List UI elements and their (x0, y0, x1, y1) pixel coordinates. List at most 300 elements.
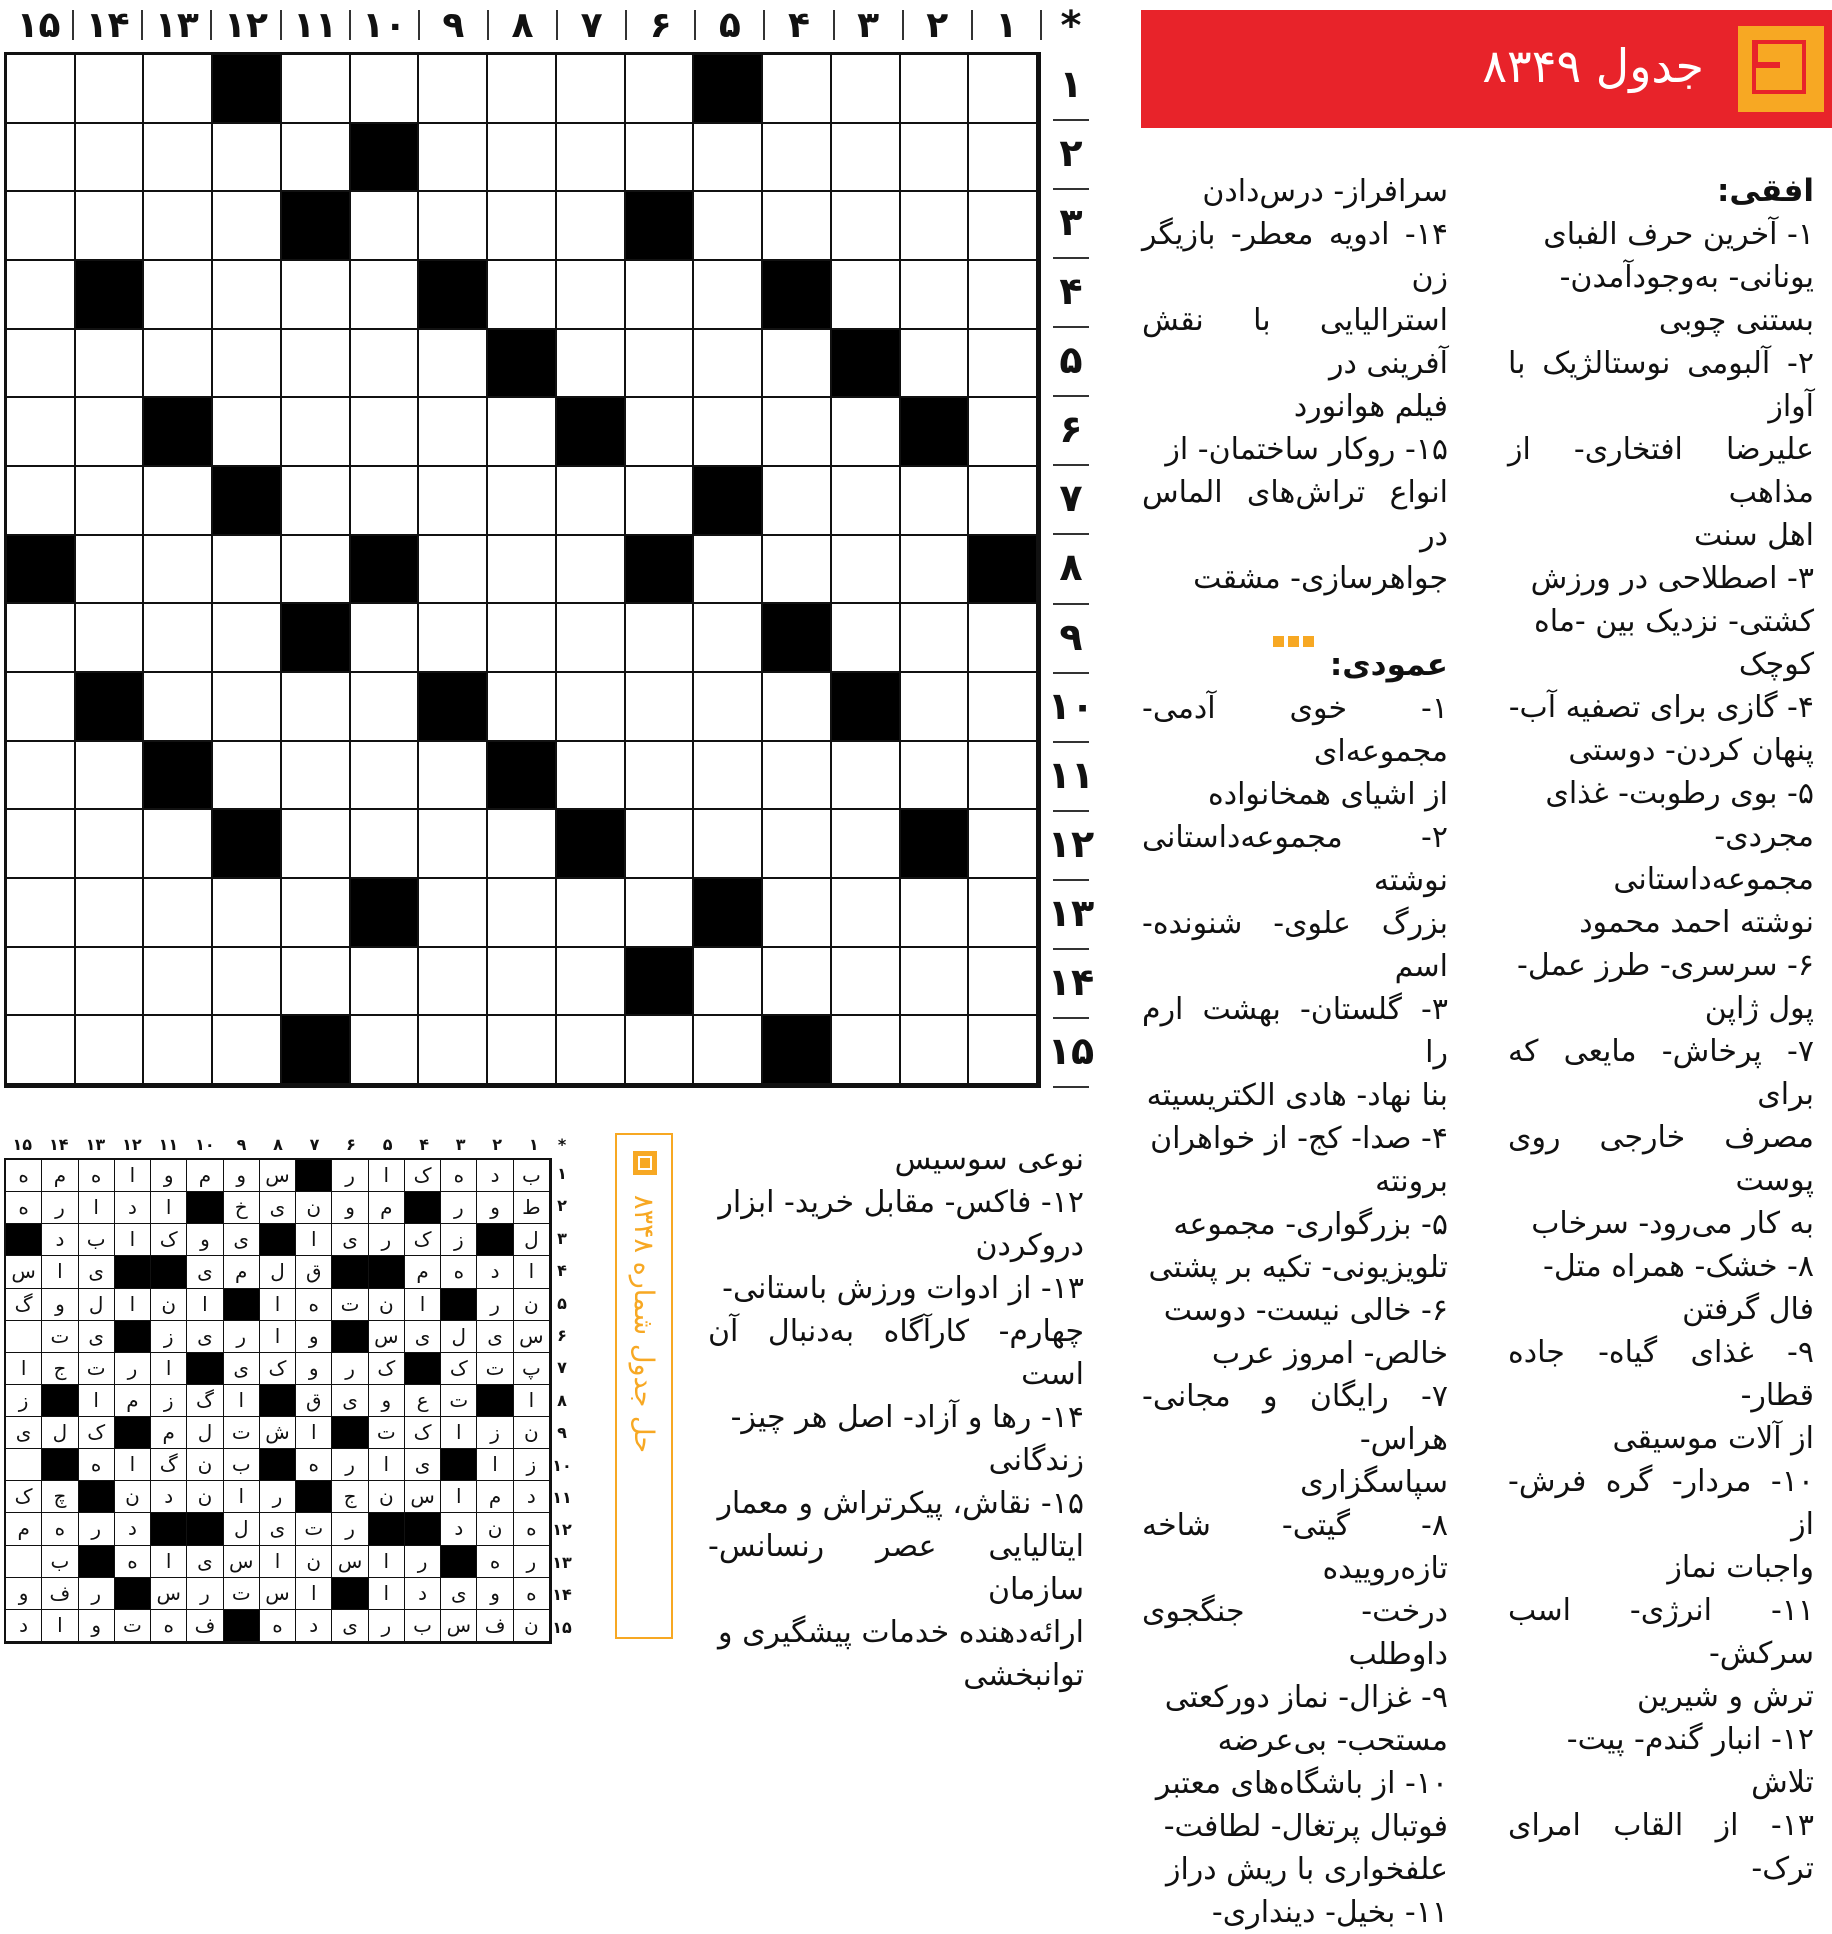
clue-line: ۱۵- روکار ساختمان- از (1165, 432, 1448, 467)
solution-cell: ب (405, 1610, 441, 1642)
grid-cell[interactable] (694, 604, 763, 673)
grid-cell[interactable] (419, 467, 488, 536)
grid-cell[interactable] (832, 261, 901, 330)
grid-cell[interactable] (282, 467, 351, 536)
solution-cell: ر (42, 1192, 78, 1224)
solution-cell: ت (79, 1353, 115, 1385)
solution-cell: ا (115, 1160, 151, 1192)
solution-black-cell (115, 1578, 151, 1610)
grid-cell[interactable] (76, 879, 145, 948)
grid-cell[interactable] (763, 948, 832, 1017)
grid-cell[interactable] (626, 55, 695, 124)
row-number: ۱۱ (1047, 752, 1095, 797)
grid-cell[interactable] (7, 398, 76, 467)
solution-cell: و (151, 1160, 187, 1192)
grid-cell[interactable] (282, 948, 351, 1017)
grid-cell[interactable] (7, 124, 76, 193)
grid-cell[interactable] (969, 810, 1038, 879)
grid-cell[interactable] (763, 536, 832, 605)
grid-cell[interactable] (351, 948, 420, 1017)
grid-cell[interactable] (282, 536, 351, 605)
solution-cell: ب (79, 1224, 115, 1256)
grid-cell[interactable] (144, 261, 213, 330)
column-number: ۱۳ (154, 5, 199, 46)
grid-cell[interactable] (969, 55, 1038, 124)
grid-cell[interactable] (488, 879, 557, 948)
grid-cell[interactable] (76, 1016, 145, 1085)
solution-black-cell (79, 1546, 115, 1578)
grid-cell[interactable] (832, 1016, 901, 1085)
solution-black-cell (296, 1160, 332, 1192)
solution-cell: ر (115, 1353, 151, 1385)
solution-cell: س (151, 1578, 187, 1610)
grid-cell[interactable] (488, 467, 557, 536)
black-cell (832, 673, 901, 742)
grid-cell[interactable] (76, 467, 145, 536)
grid-cell[interactable] (969, 261, 1038, 330)
clue-line: ارائه‌دهنده خدمات پیشگیری و (718, 1615, 1084, 1650)
grid-cell[interactable] (969, 467, 1038, 536)
grid-cell[interactable] (144, 604, 213, 673)
grid-cell[interactable] (969, 604, 1038, 673)
solution-cell: ه (441, 1160, 477, 1192)
grid-cell[interactable] (557, 948, 626, 1017)
grid-cell[interactable] (694, 330, 763, 399)
solution-cell: ه (42, 1513, 78, 1545)
grid-cell[interactable] (282, 673, 351, 742)
grid-cell[interactable] (419, 124, 488, 193)
grid-cell[interactable] (626, 604, 695, 673)
clue-line: نوعی سوسیس (894, 1142, 1084, 1177)
clue-line: زندگانی (988, 1443, 1084, 1478)
solution-cell: ک (369, 1353, 405, 1385)
grid-cell[interactable] (488, 124, 557, 193)
grid-cell[interactable] (351, 1016, 420, 1085)
row-separator (1053, 464, 1089, 466)
solution-cell: م (224, 1256, 260, 1288)
solution-cell: ی (187, 1256, 223, 1288)
grid-cell[interactable] (488, 604, 557, 673)
grid-cell[interactable] (213, 948, 282, 1017)
grid-cell[interactable] (626, 398, 695, 467)
grid-cell[interactable] (213, 1016, 282, 1085)
solution-cell: و (6, 1578, 42, 1610)
clue-line: ترش و شیرین (1636, 1679, 1814, 1714)
solution-cell: ی (260, 1513, 296, 1545)
grid-cell[interactable] (76, 742, 145, 811)
black-cell (626, 948, 695, 1017)
grid-cell[interactable] (419, 398, 488, 467)
solution-cell: ط (514, 1192, 550, 1224)
solution-row-number: ۱۰ (552, 1455, 572, 1475)
grid-cell[interactable] (694, 398, 763, 467)
grid-cell[interactable] (213, 536, 282, 605)
grid-cell[interactable] (557, 55, 626, 124)
grid-cell[interactable] (969, 398, 1038, 467)
solution-cell: ر (332, 1513, 368, 1545)
solution-cell: د (441, 1513, 477, 1545)
grid-cell[interactable] (557, 1016, 626, 1085)
solution-cell: ن (151, 1289, 187, 1321)
crossword-grid[interactable] (4, 52, 1041, 1088)
grid-cell[interactable] (694, 536, 763, 605)
grid-cell[interactable] (488, 810, 557, 879)
grid-cell[interactable] (351, 261, 420, 330)
grid-cell[interactable] (557, 742, 626, 811)
grid-cell[interactable] (832, 192, 901, 261)
grid-cell[interactable] (76, 948, 145, 1017)
solution-cell: ی (405, 1449, 441, 1481)
grid-cell[interactable] (213, 330, 282, 399)
row-number: ۱۲ (1047, 821, 1095, 866)
grid-cell[interactable] (351, 604, 420, 673)
grid-cell[interactable] (282, 398, 351, 467)
logo-small-icon (633, 1151, 657, 1175)
corner-mark: * (1060, 3, 1082, 49)
solution-cell: ا (115, 1289, 151, 1321)
solution-cell: س (6, 1256, 42, 1288)
grid-cell[interactable] (763, 398, 832, 467)
grid-cell[interactable] (969, 124, 1038, 193)
solution-cell: ه (296, 1449, 332, 1481)
column-number: ۱۱ (293, 5, 338, 46)
solution-cell: ر (405, 1546, 441, 1578)
grid-cell[interactable] (419, 536, 488, 605)
solution-black-cell (332, 1417, 368, 1449)
grid-cell[interactable] (832, 604, 901, 673)
grid-cell[interactable] (557, 536, 626, 605)
grid-cell[interactable] (626, 124, 695, 193)
grid-cell[interactable] (763, 673, 832, 742)
grid-cell[interactable] (419, 742, 488, 811)
grid-cell[interactable] (7, 1016, 76, 1085)
grid-cell[interactable] (832, 742, 901, 811)
grid-cell[interactable] (969, 673, 1038, 742)
solution-cell: د (115, 1192, 151, 1224)
grid-cell[interactable] (419, 55, 488, 124)
grid-cell[interactable] (76, 55, 145, 124)
solution-cell: ه (514, 1513, 550, 1545)
grid-cell[interactable] (144, 536, 213, 605)
grid-cell[interactable] (351, 398, 420, 467)
grid-cell[interactable] (488, 1016, 557, 1085)
grid-cell[interactable] (144, 1016, 213, 1085)
grid-cell[interactable] (282, 330, 351, 399)
grid-cell[interactable] (694, 742, 763, 811)
grid-cell[interactable] (144, 55, 213, 124)
grid-cell[interactable] (144, 810, 213, 879)
column-number: ۶ (649, 5, 672, 46)
grid-cell[interactable] (901, 330, 970, 399)
clue-line: ۶- خالی نیست- دوست (1163, 1293, 1448, 1328)
grid-cell[interactable] (832, 467, 901, 536)
solution-cell: و (332, 1192, 368, 1224)
solution-black-cell (224, 1289, 260, 1321)
grid-cell[interactable] (282, 124, 351, 193)
grid-cell[interactable] (144, 330, 213, 399)
black-cell (832, 330, 901, 399)
grid-cell[interactable] (626, 810, 695, 879)
solution-black-cell (332, 1321, 368, 1353)
black-cell (626, 536, 695, 605)
clue-line: کوچک (1738, 647, 1814, 682)
grid-cell[interactable] (901, 1016, 970, 1085)
grid-cell[interactable] (626, 1016, 695, 1085)
grid-cell[interactable] (626, 261, 695, 330)
row-separator (1053, 188, 1089, 190)
grid-cell[interactable] (213, 124, 282, 193)
grid-cell[interactable] (213, 192, 282, 261)
grid-cell[interactable] (694, 1016, 763, 1085)
clue-line: اهل سنت (1693, 518, 1814, 553)
grid-cell[interactable] (832, 879, 901, 948)
solution-column-number: ۱۵ (12, 1135, 33, 1154)
grid-cell[interactable] (969, 1016, 1038, 1085)
solution-column-number: ۴ (419, 1135, 429, 1154)
solution-cell: و (296, 1321, 332, 1353)
grid-cell[interactable] (282, 810, 351, 879)
grid-cell[interactable] (626, 879, 695, 948)
solution-cell: ل (514, 1224, 550, 1256)
grid-cell[interactable] (763, 467, 832, 536)
clue-line: پنهان کردن- دوستی (1568, 733, 1814, 768)
solution-cell: ا (115, 1449, 151, 1481)
grid-cell[interactable] (763, 810, 832, 879)
solution-cell: ن (477, 1513, 513, 1545)
grid-cell[interactable] (7, 810, 76, 879)
grid-cell[interactable] (7, 261, 76, 330)
clues-column-1 (1508, 170, 1814, 1890)
grid-cell[interactable] (901, 55, 970, 124)
grid-cell[interactable] (626, 742, 695, 811)
grid-cell[interactable] (557, 192, 626, 261)
solution-cell: ر (332, 1449, 368, 1481)
grid-cell[interactable] (7, 330, 76, 399)
grid-cell[interactable] (76, 398, 145, 467)
grid-cell[interactable] (969, 192, 1038, 261)
grid-cell[interactable] (694, 124, 763, 193)
grid-cell[interactable] (763, 192, 832, 261)
grid-cell[interactable] (694, 948, 763, 1017)
solution-cell: ف (42, 1578, 78, 1610)
grid-cell[interactable] (832, 948, 901, 1017)
black-cell (351, 124, 420, 193)
grid-cell[interactable] (213, 604, 282, 673)
grid-cell[interactable] (213, 261, 282, 330)
grid-cell[interactable] (419, 879, 488, 948)
grid-cell[interactable] (626, 467, 695, 536)
solution-column-number: ۹ (236, 1135, 247, 1154)
grid-cell[interactable] (763, 55, 832, 124)
grid-cell[interactable] (7, 192, 76, 261)
grid-cell[interactable] (832, 810, 901, 879)
solution-cell: ت (369, 1417, 405, 1449)
solution-cell: ی (477, 1321, 513, 1353)
grid-cell[interactable] (901, 673, 970, 742)
grid-cell[interactable] (76, 604, 145, 673)
grid-cell[interactable] (419, 1016, 488, 1085)
solution-black-cell (477, 1385, 513, 1417)
grid-cell[interactable] (694, 673, 763, 742)
grid-cell[interactable] (7, 879, 76, 948)
column-number: ۵ (718, 5, 741, 46)
grid-cell[interactable] (488, 948, 557, 1017)
solution-cell: و (224, 1160, 260, 1192)
grid-cell[interactable] (282, 879, 351, 948)
grid-cell[interactable] (351, 192, 420, 261)
grid-cell[interactable] (626, 330, 695, 399)
clue-line: استرالیایی با نقش آفرینی در (1142, 303, 1448, 381)
clue-line: نوشته احمد محمود (1579, 905, 1814, 940)
grid-cell[interactable] (901, 879, 970, 948)
clue-line: مصرف خارجی روی پوست (1508, 1120, 1814, 1198)
solution-cell: د (405, 1578, 441, 1610)
solution-cell: ت (42, 1321, 78, 1353)
black-cell (213, 55, 282, 124)
grid-cell[interactable] (282, 742, 351, 811)
solution-cell: ه (6, 1192, 42, 1224)
grid-cell[interactable] (557, 604, 626, 673)
grid-cell[interactable] (901, 948, 970, 1017)
grid-cell[interactable] (7, 55, 76, 124)
grid-cell[interactable] (901, 261, 970, 330)
grid-cell[interactable] (763, 124, 832, 193)
grid-cell[interactable] (969, 330, 1038, 399)
grid-cell[interactable] (144, 124, 213, 193)
grid-cell[interactable] (832, 55, 901, 124)
grid-cell[interactable] (557, 879, 626, 948)
grid-cell[interactable] (7, 467, 76, 536)
solution-cell: ا (260, 1546, 296, 1578)
grid-cell[interactable] (7, 604, 76, 673)
solution-black-cell (6, 1224, 42, 1256)
grid-cell[interactable] (488, 261, 557, 330)
solution-cell: م (42, 1160, 78, 1192)
grid-cell[interactable] (557, 330, 626, 399)
clue-line: درخت- جنگجوی داوطلب (1142, 1594, 1448, 1672)
grid-cell[interactable] (901, 536, 970, 605)
grid-cell[interactable] (351, 330, 420, 399)
solution-label-box (615, 1133, 673, 1639)
solution-row-number: ۱۱ (552, 1488, 572, 1507)
solution-cell: ا (260, 1289, 296, 1321)
grid-cell[interactable] (76, 330, 145, 399)
column-separator (1040, 10, 1042, 40)
solution-cell: ق (296, 1256, 332, 1288)
solution-column-number: ۱۲ (122, 1135, 142, 1154)
row-separator (1053, 395, 1089, 397)
grid-cell[interactable] (213, 742, 282, 811)
clue-line: پول ژاپن (1704, 991, 1814, 1026)
clue-line: ۴- صدا- کج- از خواهران (1150, 1121, 1448, 1156)
grid-cell[interactable] (557, 467, 626, 536)
row-number: ۲ (1059, 131, 1083, 176)
grid-cell[interactable] (213, 398, 282, 467)
grid-cell[interactable] (901, 604, 970, 673)
black-cell (282, 192, 351, 261)
clue-line: جواهرسازی- مشقت (1193, 561, 1448, 596)
grid-cell[interactable] (557, 124, 626, 193)
column-number: ۳ (857, 5, 880, 46)
grid-cell[interactable] (763, 330, 832, 399)
grid-cell[interactable] (419, 948, 488, 1017)
grid-cell[interactable] (694, 192, 763, 261)
grid-cell[interactable] (213, 879, 282, 948)
grid-cell[interactable] (282, 261, 351, 330)
grid-cell[interactable] (488, 192, 557, 261)
grid-cell[interactable] (76, 192, 145, 261)
grid-cell[interactable] (488, 536, 557, 605)
solution-cell (6, 1449, 42, 1481)
grid-cell[interactable] (351, 742, 420, 811)
solution-cell (6, 1321, 42, 1353)
grid-cell[interactable] (7, 673, 76, 742)
grid-cell[interactable] (419, 330, 488, 399)
grid-cell[interactable] (144, 673, 213, 742)
grid-cell[interactable] (969, 742, 1038, 811)
grid-cell[interactable] (144, 948, 213, 1017)
solution-cell: ه (115, 1546, 151, 1578)
solution-row-numbers (552, 1158, 572, 1644)
grid-cell[interactable] (76, 536, 145, 605)
solution-cell: ی (332, 1610, 368, 1642)
grid-cell[interactable] (488, 673, 557, 742)
grid-cell[interactable] (144, 879, 213, 948)
grid-cell[interactable] (488, 398, 557, 467)
grid-cell[interactable] (419, 604, 488, 673)
grid-cell[interactable] (763, 879, 832, 948)
grid-cell[interactable] (557, 261, 626, 330)
grid-cell[interactable] (419, 192, 488, 261)
grid-cell[interactable] (694, 261, 763, 330)
grid-cell[interactable] (969, 948, 1038, 1017)
grid-cell[interactable] (76, 810, 145, 879)
solution-cell: ه (79, 1449, 115, 1481)
solution-black-cell (151, 1256, 187, 1288)
solution-cell (6, 1546, 42, 1578)
grid-cell[interactable] (901, 124, 970, 193)
grid-cell[interactable] (557, 673, 626, 742)
grid-cell[interactable] (144, 467, 213, 536)
grid-cell[interactable] (213, 673, 282, 742)
grid-cell[interactable] (763, 742, 832, 811)
grid-cell[interactable] (969, 879, 1038, 948)
grid-cell[interactable] (901, 192, 970, 261)
grid-cell[interactable] (351, 810, 420, 879)
grid-cell[interactable] (901, 467, 970, 536)
grid-cell[interactable] (832, 124, 901, 193)
grid-cell[interactable] (76, 124, 145, 193)
grid-cell[interactable] (488, 55, 557, 124)
clue-line: چهارم- کارآگاه به‌دنبال آن است (708, 1314, 1084, 1392)
grid-cell[interactable] (419, 810, 488, 879)
grid-cell[interactable] (626, 673, 695, 742)
column-number: ۱۴ (85, 5, 130, 46)
grid-cell[interactable] (351, 673, 420, 742)
grid-cell[interactable] (351, 55, 420, 124)
grid-cell[interactable] (694, 810, 763, 879)
grid-cell[interactable] (901, 742, 970, 811)
solution-black-cell (369, 1256, 405, 1288)
grid-cell[interactable] (832, 536, 901, 605)
grid-cell[interactable] (832, 398, 901, 467)
grid-cell[interactable] (7, 742, 76, 811)
grid-cell[interactable] (351, 467, 420, 536)
grid-cell[interactable] (7, 948, 76, 1017)
grid-cell[interactable] (144, 192, 213, 261)
solution-cell: ا (187, 1289, 223, 1321)
grid-cell[interactable] (282, 55, 351, 124)
